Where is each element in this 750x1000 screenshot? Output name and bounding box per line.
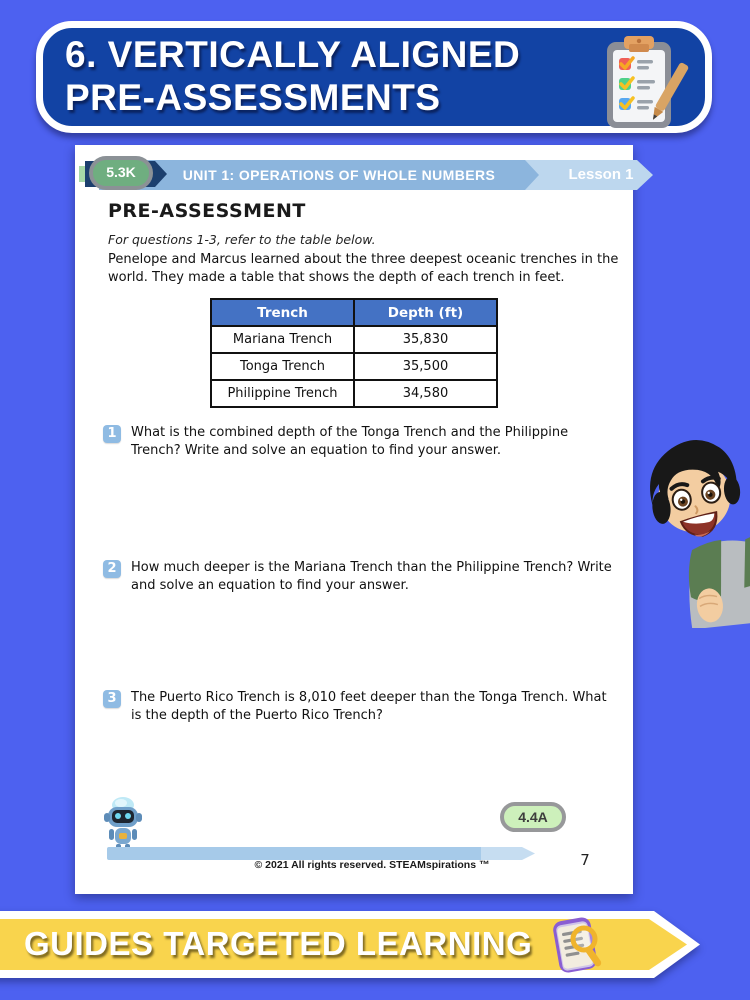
question-number-badge: 3 bbox=[103, 690, 121, 708]
question-text: What is the combined depth of the Tonga Trench and the Philippine Trench? Write and solve an equation to find your answer. bbox=[131, 425, 569, 458]
question-item bbox=[103, 559, 615, 594]
table-row bbox=[211, 353, 497, 380]
column-header-depth: Depth (ft) bbox=[354, 299, 497, 326]
question-text: The Puerto Rico Trench is 8,010 feet deeper than the Tonga Trench. What is the depth of the Puerto Rico Trench? bbox=[131, 690, 607, 723]
boy-character-illustration bbox=[640, 430, 750, 628]
table-row bbox=[211, 326, 497, 353]
question-number-badge: 2 bbox=[103, 560, 121, 578]
question-item bbox=[103, 689, 615, 724]
page-number: 7 bbox=[580, 851, 590, 869]
trench-depth: 34,580 bbox=[354, 380, 497, 407]
clipboard-checklist-icon bbox=[593, 32, 693, 140]
level-badge bbox=[79, 155, 175, 195]
worksheet-page bbox=[75, 145, 633, 894]
intro-paragraph: Penelope and Marcus learned about the three deepest oceanic trenches in the world. They made a table that shows the depth of each trench in feet. bbox=[108, 252, 619, 285]
trench-name: Tonga Trench bbox=[211, 353, 354, 380]
footer-banner bbox=[0, 911, 700, 978]
question-text: How much deeper is the Mariana Trench than the Philippine Trench? Write and solve an equation to find your answer. bbox=[131, 560, 612, 593]
header-banner bbox=[36, 21, 712, 133]
trench-name: Mariana Trench bbox=[211, 326, 354, 353]
table-header-row bbox=[211, 299, 497, 326]
header-title-line1: 6. VERTICALLY ALIGNED bbox=[65, 34, 521, 75]
trench-depth: 35,500 bbox=[354, 353, 497, 380]
column-header-trench: Trench bbox=[211, 299, 354, 326]
copyright-text: © 2021 All rights reserved. STEAMspirations ™ bbox=[254, 859, 490, 871]
header-title bbox=[65, 34, 520, 120]
table-row bbox=[211, 380, 497, 407]
instruction-note: For questions 1-3, refer to the table below. bbox=[108, 232, 376, 247]
level-badge-label: 5.3K bbox=[89, 156, 153, 190]
question-number-badge: 1 bbox=[103, 425, 121, 443]
section-title: PRE-ASSESSMENT bbox=[108, 200, 306, 222]
footer-title: GUIDES TARGETED LEARNING bbox=[24, 925, 533, 962]
trench-name: Philippine Trench bbox=[211, 380, 354, 407]
standard-badge: 4.4A bbox=[500, 802, 566, 832]
notebook-magnifier-icon bbox=[542, 913, 608, 981]
trench-depth: 35,830 bbox=[354, 326, 497, 353]
trench-depth-table bbox=[210, 298, 498, 408]
header-title-line2: PRE-ASSESSMENTS bbox=[65, 76, 441, 118]
unit-title: UNIT 1: OPERATIONS OF WHOLE NUMBERS bbox=[182, 167, 496, 183]
unit-banner bbox=[99, 160, 633, 190]
question-item bbox=[103, 424, 615, 459]
lesson-label: Lesson 1 bbox=[568, 166, 634, 183]
